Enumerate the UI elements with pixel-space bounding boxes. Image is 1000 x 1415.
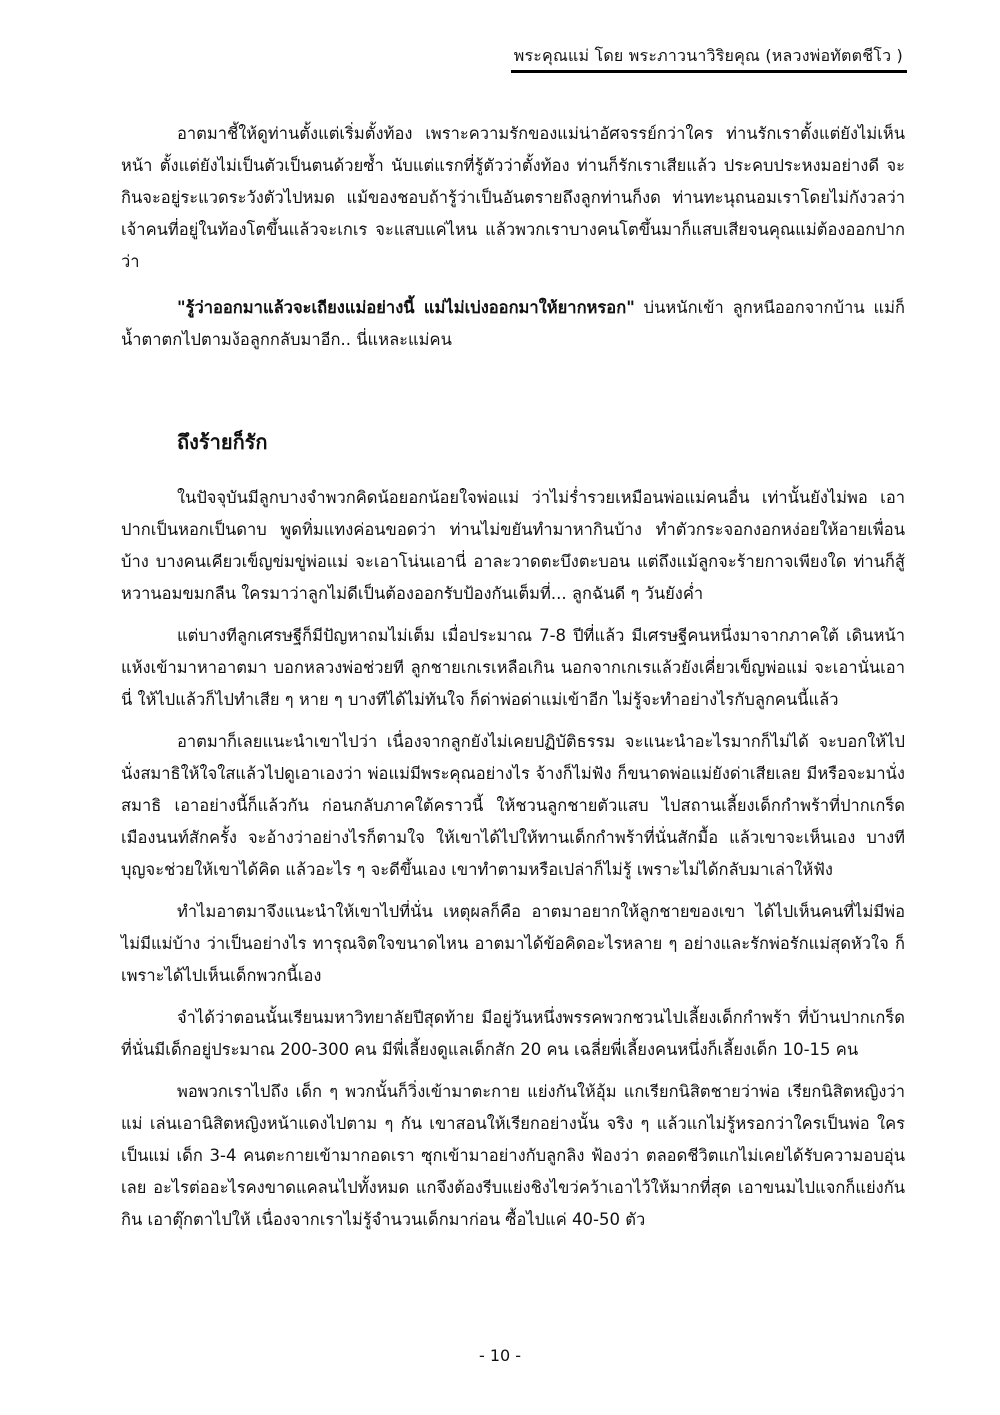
page-number: - 10 - bbox=[478, 1346, 522, 1365]
paragraph-4: อาตมาก็เลยแนะนำเขาไปว่า เนื่องจากลูกยังไม่เคยปฏิบัติธรรม จะแนะนำอะไรมากก็ไม่ได้ จะบอกให้ไปนั่งสมาธิให้ใจใสแล้วไปดูเอาเองว่า พ่อแม่มีพระคุณอย่างไร จ้างก็ไม่ฟัง ก็ขนาดพ่อแม่ยังด่าเสียเลย มีหรือจะมานั่งสมาธิ เอาอย่างนี้ก็แล้วกัน ก่อนกลับภาคใต้คราวนี้ ให้ชวนลูกชายตัวแสบ ไปสถานเลี้ยงเด็กกำพร้าที่ปากเกร็ดเมืองนนท์สักครั้ง จะอ้างว่าอย่างไรก็ตามใจ ให้เขาได้ไปให้ทานเด็กกำพร้าที่นั่นสักมื้อ แล้วเขาจะเห็นเอง บางทีบุญจะช่วยให้เขาได้คิด แล้วอะไร ๆ จะดีขึ้นเอง เขาทำตามหรือเปล่าก็ไม่รู้ เพราะไม่ได้กลับมาเล่าให้ฟัง bbox=[121, 732, 905, 879]
paragraph-6: จำได้ว่าตอนนั้นเรียนมหาวิทยาลัยปีสุดท้าย มีอยู่วันหนึ่งพรรคพวกชวนไปเลี้ยงเด็กกำพร้า ที่บ้านปากเกร็ด ที่นั่นมีเด็กอยู่ประมาณ 200-300 คน มีพี่เลี้ยงดูแลเด็กสัก 20 คน เฉลี่ยพี่เลี้ยงคนหนึ่งก็เลี้ยงเด็ก 10-15 คน bbox=[121, 1008, 905, 1059]
running-header: พระคุณแม่ โดย พระภาวนาวิริยคุณ (หลวงพ่อทัตตชีโว ) bbox=[513, 46, 903, 65]
quote-continuation: บ่นหนักเข้า ลูกหนีออกจากบ้าน แม่ก็น้ำตาตกไปตามง้อลูกกลับมาอีก.. นี่แหละแม่คน bbox=[121, 298, 905, 349]
quote-bold: "รู้ว่าออกมาแล้วจะเถียงแม่อย่างนี้ แม่ไม่เบ่งออกมาให้ยากหรอก" bbox=[177, 298, 635, 317]
paragraph-5: ทำไมอาตมาจึงแนะนำให้เขาไปที่นั่น เหตุผลก็คือ อาตมาอยากให้ลูกชายของเขา ได้ไปเห็นคนที่ไม่มีพ่อ ไม่มีแม่บ้าง ว่าเป็นอย่างไร ทารุณจิตใจขนาดไหน อาตมาได้ข้อคิดอะไรหลาย ๆ อย่างและรักพ่อรักแม่สุดหัวใจ ก็เพราะได้ไปเห็นเด็กพวกนี้เอง bbox=[121, 902, 905, 985]
paragraph-7: พอพวกเราไปถึง เด็ก ๆ พวกนั้นก็วิ่งเข้ามาตะกาย แย่งกันให้อุ้ม แกเรียกนิสิตชายว่าพ่อ เรียกนิสิตหญิงว่าแม่ เล่นเอานิสิตหญิงหน้าแดงไปตาม ๆ กัน เขาสอนให้เรียกอย่างนั้น จริง ๆ แล้วแกไม่รู้หรอกว่าใครเป็นพ่อ ใครเป็นแม่ เด็ก 3-4 คนตะกายเข้ามากอดเรา ซุกเข้ามาอย่างกับลูกลิง ฟ้องว่า ตลอดชีวิตแกไม่เคยได้รับความอบอุ่นเลย อะไรต่ออะไรคงขาดแคลนไปทั้งหมด แกจึงต้องรีบแย่งชิงไขว่คว้าเอาไว้ให้มากที่สุด เอาขนมไปแจกก็แย่งกันกิน เอาตุ๊กตาไปให้ เนื่องจากเราไม่รู้จำนวนเด็กมาก่อน ซื้อไปแค่ 40-50 ตัว bbox=[121, 1082, 905, 1229]
paragraph-1: อาตมาชี้ให้ดูท่านตั้งแต่เริ่มตั้งท้อง เพราะความรักของแม่น่าอัศจรรย์กว่าใคร ท่านรักเราตั้งแต่ยังไม่เห็นหน้า ตั้งแต่ยังไม่เป็นตัวเป็นตนด้วยซ้ำ นับแต่แรกที่รู้ตัวว่าตั้งท้อง ท่านก็รักเราเสียแล้ว ประคบประหงมอย่างดี จะกินจะอยู่ระแวดระวังตัวไปหมด แม้ของชอบถ้ารู้ว่าเป็นอันตรายถึงลูกท่านก็งด ท่านทะนุถนอมเราโดยไม่กังวลว่า เจ้าคนที่อยู่ในท้องโตขึ้นแล้วจะเกเร จะแสบแค่ไหน แล้วพวกเราบางคนโตขึ้นมาก็แสบเสียจนคุณแม่ต้องออกปากว่า bbox=[121, 124, 905, 271]
paragraph-3: แต่บางทีลูกเศรษฐีก็มีปัญหาถมไม่เต็ม เมื่อประมาณ 7-8 ปีที่แล้ว มีเศรษฐีคนหนึ่งมาจากภาคใต้ เดินหน้าแห้งเข้ามาหาอาตมา บอกหลวงพ่อช่วยที ลูกชายเกเรเหลือเกิน นอกจากเกเรแล้วยังเคี่ยวเข็ญพ่อแม่ จะเอานั่นเอานี่ ให้ไปแล้วก็ไปทำเสีย ๆ หาย ๆ บางทีได้ไม่ทันใจ ก็ด่าพ่อด่าแม่เข้าอีก ไม่รู้จะทำอย่างไรกับลูกคนนี้แล้ว bbox=[121, 626, 905, 709]
paragraph-quote bbox=[121, 292, 905, 356]
header-rule bbox=[511, 70, 907, 73]
paragraph-2: ในปัจจุบันมีลูกบางจำพวกคิดน้อยอกน้อยใจพ่อแม่ ว่าไม่ร่ำรวยเหมือนพ่อแม่คนอื่น เท่านั้นยังไม่พอ เอาปากเป็นหอกเป็นดาบ พูดทิ่มแทงค่อนขอดว่า ท่านไม่ขยันทำมาหากินบ้าง ทำตัวกระจอกงอกหง่อยให้อายเพื่อนบ้าง บางคนเคียวเข็ญข่มขู่พ่อแม่ จะเอาโน่นเอานี่ อาละวาดตะบึงตะบอน แต่ถึงแม้ลูกจะร้ายกาจเพียงใด ท่านก็สู้หวานอมขมกลืน ใครมาว่าลูกไม่ดีเป็นต้องออกรับป้องกันเต็มที่... ลูกฉันดี ๆ วันยังค่ำ bbox=[121, 488, 905, 603]
section-heading: ถึงร้ายก็รัก bbox=[177, 430, 268, 454]
page-body bbox=[121, 118, 905, 1236]
